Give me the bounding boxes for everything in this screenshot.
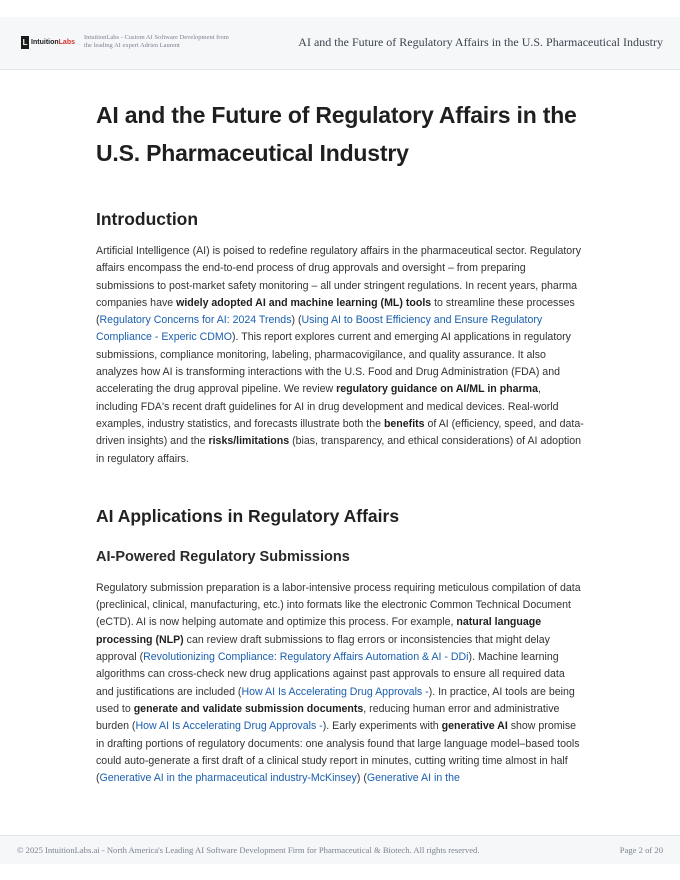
header-document-title: AI and the Future of Regulatory Affairs in the U.S. Pharmaceutical Industry: [298, 35, 663, 49]
submissions-paragraph: [96, 580, 584, 788]
logo-text: [31, 39, 75, 46]
intro-text: (bias, transparency, and ethical considerations) of AI adoption in regulatory affairs.: [96, 435, 582, 465]
intro-bold-text: regulatory guidance on AI/ML in pharma: [336, 383, 538, 396]
footer-copyright: © 2025 IntuitionLabs.ai - North America's Leading AI Software Development Firm for Pharmaceutical & Biotech. All rights reserved.: [17, 845, 480, 855]
intro-bold-text: risks/limitations: [208, 435, 290, 448]
citation-link[interactable]: How AI Is Accelerating Drug Approvals -: [135, 720, 323, 733]
intro-text: , including FDA's recent draft guidelines for AI in drug development and medical devices. Real-world examples, industry statistics, and forecasts illustrate both the: [96, 383, 559, 430]
citation-link[interactable]: How AI Is Accelerating Drug Approvals -: [241, 685, 429, 698]
sub-bold-text: natural language processing (NLP): [96, 616, 542, 646]
sub-text: ). Early experiments with: [322, 720, 442, 733]
citation-link[interactable]: Generative AI in the pharmaceutical industry-McKinsey: [99, 772, 357, 785]
intro-bold-text: widely adopted AI and machine learning (ML) tools: [176, 296, 432, 309]
section-heading-ai-applications: AI Applications in Regulatory Affairs: [96, 505, 400, 526]
sub-bold-text: generative AI: [441, 720, 508, 733]
subsection-heading-submissions: AI-Powered Regulatory Submissions: [96, 548, 350, 565]
logo-mark: L: [22, 37, 28, 47]
sub-text: ). Machine learning algorithms can cross-check new drug applications against past approvals to ensure all required data and justifications are included (: [96, 651, 565, 698]
footer-page-number: Page 2 of 20: [619, 845, 663, 855]
intro-text: of AI (efficiency, speed, and data-driven insights) and the: [96, 417, 584, 448]
introduction-paragraph: [96, 243, 584, 468]
sub-text: , reducing human error and administrative burden (: [96, 702, 560, 733]
header-tagline: IntuitionLabs - Custom AI Software Development from the leading AI expert Adrien Laurent: [84, 34, 229, 49]
logo-name-main: Intuition: [31, 38, 59, 46]
intro-bold-text: benefits: [383, 417, 425, 430]
sub-text: Regulatory submission preparation is a labor-intensive process requiring meticulous compilation of data (preclinical, clinical, manufacturing, etc.) into formats like the electronic Common Technical Document (eCTD). AI is now helping automate and optimize this process. For example,: [96, 581, 581, 629]
sub-bold-text: generate and validate submission documents: [133, 702, 364, 715]
intro-text: ) (: [291, 314, 302, 327]
logo-name-accent: Labs: [58, 38, 75, 46]
logo[interactable]: [21, 35, 75, 49]
sub-text: ). In practice, AI tools are being used to: [96, 685, 575, 715]
section-heading-introduction: Introduction: [96, 209, 199, 229]
page-footer: [0, 835, 680, 864]
citation-link[interactable]: Using AI to Boost Efficiency and Ensure Regulatory Compliance - Experic CDMO: [96, 314, 543, 344]
intro-text: Artificial Intelligence (AI) is poised to redefine regulatory affairs in the pharmaceutical sector. Regulatory affairs encompass the end-to-end process of drug approvals and oversight – from preparing submissions to post-market safety monitoring – all under stringent regulations. In recent years, pharma companies have: [96, 245, 582, 309]
intro-text: to streamline these processes (: [96, 296, 575, 327]
sub-text: ) (: [356, 772, 367, 785]
document-title: AI and the Future of Regulatory Affairs in the U.S. Pharmaceutical Industry: [96, 102, 577, 166]
citation-link[interactable]: Generative AI in the: [366, 772, 460, 785]
intro-text: ). This report explores current and emerging AI applications in regulatory submissions, compliance monitoring, labeling, pharmacovigilance, and quality assurance. It also analyzes how AI is transforming interactions with the U.S. Food and Drug Administration (FDA) and accelerating the drug approval pipeline. We review: [96, 331, 571, 396]
document-body: [96, 96, 584, 787]
citation-link[interactable]: Regulatory Concerns for AI: 2024 Trends: [99, 314, 292, 327]
page-header: [0, 17, 680, 70]
citation-link[interactable]: Revolutionizing Compliance: Regulatory Affairs Automation & AI - DDi: [143, 651, 469, 664]
sub-text: show promise in drafting portions of regulatory documents: one analysis found that large language model–based tools could auto-generate a first draft of a clinical study report in minutes, cutting writing time almost in half (: [96, 720, 580, 785]
sub-text: can review draft submissions to flag errors or inconsistencies that might delay approval (: [96, 633, 550, 664]
